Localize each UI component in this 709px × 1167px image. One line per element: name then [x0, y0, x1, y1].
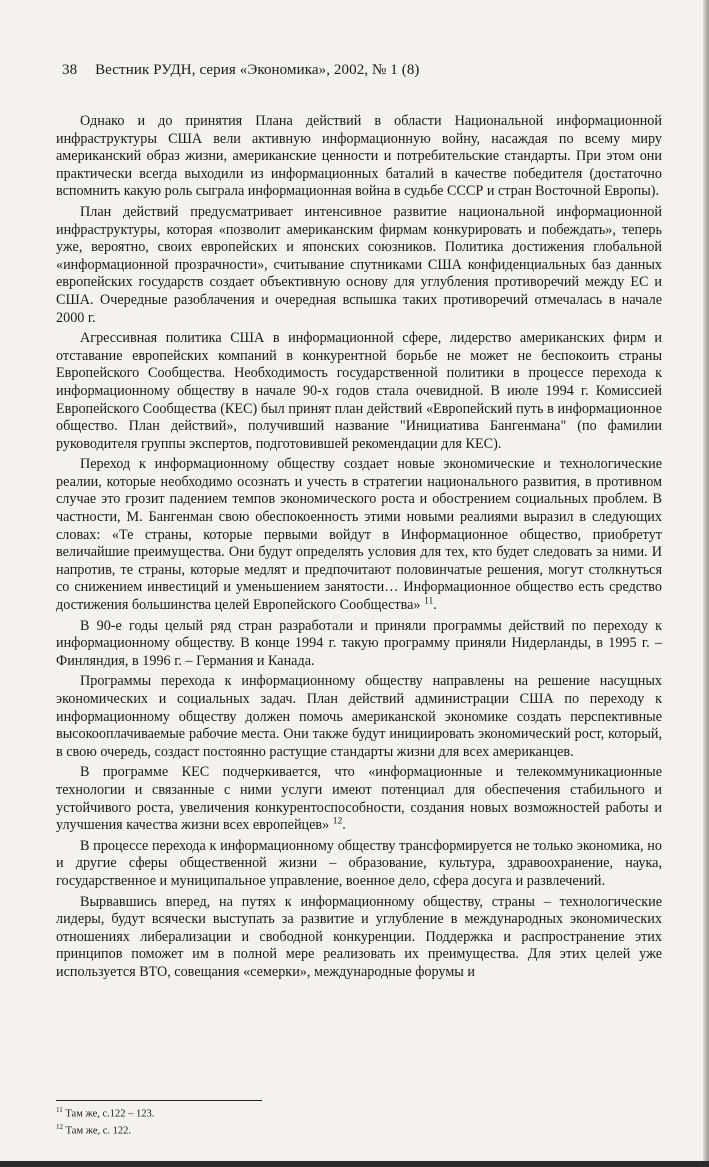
- paragraph: [56, 113, 662, 201]
- paragraph-text: Однако и до принятия Плана действий в области Национальной информационной инфраструктуры США вели активную информационную войну, насаждая по всему миру американский образ жизни, американские ценности и потребительские стандарты. При этом они практически всегда выходили из информационных баталий в качестве победителя (достаточно вспомнить какую роль сыграла информационная война в судьбе СССР и стран Восточной Европы).: [56, 113, 662, 200]
- paragraph: [56, 204, 662, 327]
- running-header: [62, 62, 662, 79]
- footnote-text: Там же, с.122 – 123.: [65, 1108, 155, 1120]
- paragraph-text: Агрессивная политика США в информационной сфере, лидерство американских фирм и отставание европейских компаний в конкурентной борьбе не может не беспокоить страны Европейского Сообщества. Необходимость государственной политики в процессе перехода к информационному обществу в начале 90-х годов стала очевидной. В июле 1994 г. Комиссией Европейского Сообщества (КЕС) был принят план действий «Европейский путь в информационное общество. План действий», получивший название "Инициатива Бангенмана" (по фамилии руководителя группы экспертов, подготовившей рекомендации для КЕС).: [56, 330, 662, 452]
- paragraph-text: Программы перехода к информационному обществу направлены на решение насущных экономических и социальных задач. План действий администрации США по переходу к информационному обществу должен помочь американской экономике создать перспективные высокооплачиваемые рабочие места. Они также будут инициировать экономический рост, который, в свою очередь, создаст постоянно растущие стандарты жизни для всех американцев.: [56, 673, 662, 760]
- footnote-number: 12: [56, 1122, 63, 1131]
- footnote-text: Там же, с. 122.: [65, 1125, 132, 1136]
- journal-title: Вестник РУДН, серия «Экономика», 2002, № 1 (8): [95, 62, 420, 78]
- paragraph-text: В процессе перехода к информационному обществу трансформируется не только экономика, но и другие сферы общественной жизни – образование, культура, здравоохранение, наука, государственное и муниципальное управление, военное дело, сфера досуга и развлечений.: [56, 837, 662, 889]
- paragraph: В программе КЕС подчеркивается, что «информационные и телекоммуникационные технологии и связанные с ними услуги имеют потенциал для обеспечения стабильного и устойчивого роста, увеличения конкурентоспособности, создания новых возможностей работы и улучшения качества жизни всех европейцев» $^{12}$.: [56, 764, 662, 834]
- paragraph-text: Переход к информационному обществу создает новые экономические и технологические реалии, которые необходимо осознать и учесть в стратегии национального развития, в противном случае это грозит падением темпов экономического роста и обострением социальных проблем. В частности, М. Бангенман свою обеспокоенность этими новыми реалиями выразил в следующих словах: «Те страны, которые первыми войдут в Информационное общество, приобретут величайшие преимущества. Они будут определять условия для тех, кто будет следовать за ними. И напротив, те страны, которые медлят и предпочитают половинчатые решения, могут столкнуться со снижением инвестиций и уменьшением занятости… Информационное общество есть средство достижения большинства целей Европейского Сообщества»: [56, 456, 662, 614]
- paragraph-text: План действий предусматривает интенсивное развитие национальной информационной инфраструктуры, которая «позволит американским фирмам конкурировать и побеждать», теперь уже, вероятно, своих европейских и японских союзников. Политика достижения глобальной «информационной прозрачности», считывание спутниками США конфиденциальных баз данных европейских государств создает объективную основу для углубления противоречий между ЕС и США. Очередные разоблачения и очередная вспышка таких противоречий отмечалась в начале 2000 г.: [56, 203, 662, 326]
- page-number: 38: [62, 62, 78, 78]
- footnote-reference: 11: [424, 596, 434, 607]
- paragraph: Переход к информационному обществу создает новые экономические и технологические реалии, которые необходимо осознать и учесть в стратегии национального развития, в противном случае это грозит падением темпов экономического роста и обострением социальных проблем. В частности, М. Бангенман свою обеспокоенность этими новыми реалиями выразил в следующих словах: «Те страны, которые первыми войдут в Информационное общество, приобретут величайшие преимущества. Они будут определять условия для тех, кто будет следовать за ними. И напротив, те страны, которые медлят и предпочитают половинчатые решения, могут столкнуться со снижением инвестиций и уменьшением занятости… Информационное общество есть средство достижения большинства целей Европейского Сообщества» $^{11}$.: [56, 456, 662, 614]
- paragraph: [56, 894, 662, 982]
- paragraph: [56, 673, 662, 761]
- paragraph: [56, 838, 662, 891]
- scan-edge-bottom: [0, 1161, 709, 1167]
- paragraph: [56, 618, 662, 671]
- paragraph-text: В программе КЕС подчеркивается, что «информационные и телекоммуникационные технологии и связанные с ними услуги имеют потенциал для обеспечения стабильного и устойчивого роста, увеличения конкурентоспособности, создания новых возможностей работы и улучшения качества жизни всех европейцев»: [56, 764, 662, 834]
- body-text: [56, 113, 662, 985]
- footnotes: [56, 1104, 456, 1137]
- footnote: [56, 1121, 456, 1138]
- paragraph: [56, 330, 662, 453]
- scan-edge: [703, 0, 709, 1167]
- paragraph-text: В 90-е годы целый ряд стран разработали и приняли программы действий по переходу к информационному обществу. В конце 1994 г. такую программу приняли Нидерланды, в 1995 г. – Финляндия, в 1996 г. – Германия и Канада.: [56, 617, 662, 669]
- footnote: [56, 1104, 456, 1121]
- footnote-reference: 12: [332, 816, 343, 827]
- footnote-divider: [56, 1100, 262, 1101]
- paragraph-text: Вырвавшись вперед, на путях к информационному обществу, страны – технологические лидеры, будут всячески выступать за развитие и углубление в международных экономических отношениях либерализации и свободной конкуренции. Поддержка и распространение этих принципов поможет им в полной мере реализовать их преимущества. Для этих целей уже используется ВТО, совещания «семерки», международные форумы и: [56, 893, 662, 980]
- footnote-number: 11: [56, 1106, 63, 1114]
